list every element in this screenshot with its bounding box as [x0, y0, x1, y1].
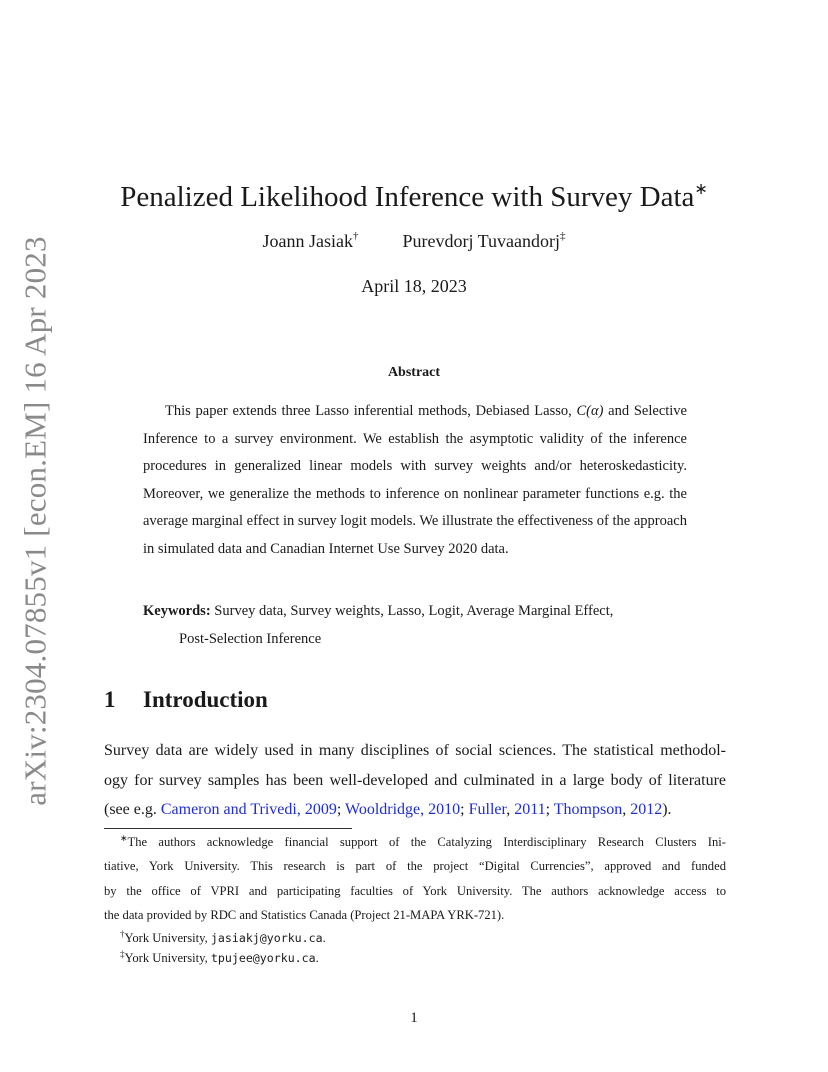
author-footnote-mark: ‡ [559, 230, 566, 242]
citation-year-link[interactable]: 2012 [630, 801, 663, 818]
keywords-list: Survey data, Survey weights, Lasso, Logit, Average Marginal Effect, [214, 603, 614, 619]
page-number: 1 [410, 1010, 418, 1026]
author-name: Joann Jasiak [262, 231, 353, 251]
intro-text: (see e.g. [104, 801, 161, 818]
intro-text: ). [662, 801, 672, 818]
footnote-mark: ∗ [120, 833, 128, 843]
funding-footnote-line: by the office of VPRI and participating faculties of York University. The authors acknowledge access to [104, 883, 726, 898]
author-email: tpujee@yorku.ca [210, 950, 316, 965]
citation-link[interactable]: Cameron and Trivedi, 2009 [160, 801, 337, 818]
affiliation-footnote: ‡York University, tpujee@yorku.ca. [120, 948, 319, 965]
section-heading [104, 687, 268, 713]
abstract-text-part: and Selective Inference to a survey environment. We establish the asymptotic validity of the inference procedures in generalized linear models with survey weights and/or heteroskedasticity. Moreover, we generalize the methods to inference on nonlinear parameter functions e.g. the average marginal effect in survey logit models. We illustrate the effectiveness of the approach in simulated data and Canadian Internet Use Survey 2020 data. [143, 403, 687, 557]
abstract-text-part: This paper extends three Lasso inferential methods, Debiased Lasso, [165, 403, 577, 419]
abstract-text [143, 398, 687, 563]
author-footnote-mark: † [352, 230, 359, 242]
footnotes [104, 830, 726, 968]
paper-title-text: Penalized Likelihood Inference with Survey Data [120, 181, 695, 214]
footnote-mark: ‡ [120, 948, 125, 959]
funding-footnote-line: ∗The authors acknowledge financial support of the Catalyzing Interdisciplinary Research Clusters Ini- [120, 833, 726, 849]
section-number: 1 [104, 687, 116, 712]
arxiv-identifier-text: arXiv:2304.07855v1 [econ.EM] 16 Apr 2023 [18, 236, 53, 806]
intro-line: Survey data are widely used in many disciplines of social sciences. The statistical methodol- [104, 742, 726, 759]
arxiv-identifier-stamp [12, 236, 60, 806]
title-footnote-mark: ∗ [694, 181, 708, 199]
intro-paragraph [104, 736, 726, 825]
citation-year-link[interactable]: 2011 [514, 801, 546, 818]
keywords [143, 598, 687, 653]
intro-line: ogy for survey samples has been well-developed and culminated in a large body of literature [104, 771, 726, 789]
publication-date: April 18, 2023 [361, 276, 467, 296]
citation-link[interactable]: Thompson [553, 801, 623, 818]
footnote-divider [104, 828, 352, 829]
citation-link[interactable]: Wooldridge, 2010 [345, 801, 461, 818]
author-list [0, 231, 828, 252]
abstract-heading: Abstract [387, 365, 441, 380]
funding-footnote-line: tiative, York University. This research is part of the project “Digital Currencies”, approved and funded [104, 859, 726, 874]
keywords-list-continued: Post-Selection Inference [179, 630, 322, 647]
funding-footnote-line: the data provided by RDC and Statistics Canada (Project 21-MAPA YRK-721). [104, 908, 505, 923]
footnote-mark: † [120, 928, 125, 939]
intro-line: (see e.g. Cameron and Trivedi, 2009; Wooldridge, 2010; Fuller, 2011; Thompson, 2012). [104, 801, 672, 818]
author-name: Purevdorj Tuvaandorj [402, 231, 560, 251]
section-title: Introduction [143, 687, 268, 712]
citation-link[interactable]: Fuller [468, 801, 507, 818]
paper-title [0, 181, 828, 214]
affiliation-footnote: †York University, jasiakj@yorku.ca. [120, 928, 326, 945]
abstract-math-symbol: C(α) [576, 403, 604, 419]
keywords-label: Keywords: [143, 603, 211, 619]
author-email: jasiakj@yorku.ca [210, 930, 323, 945]
